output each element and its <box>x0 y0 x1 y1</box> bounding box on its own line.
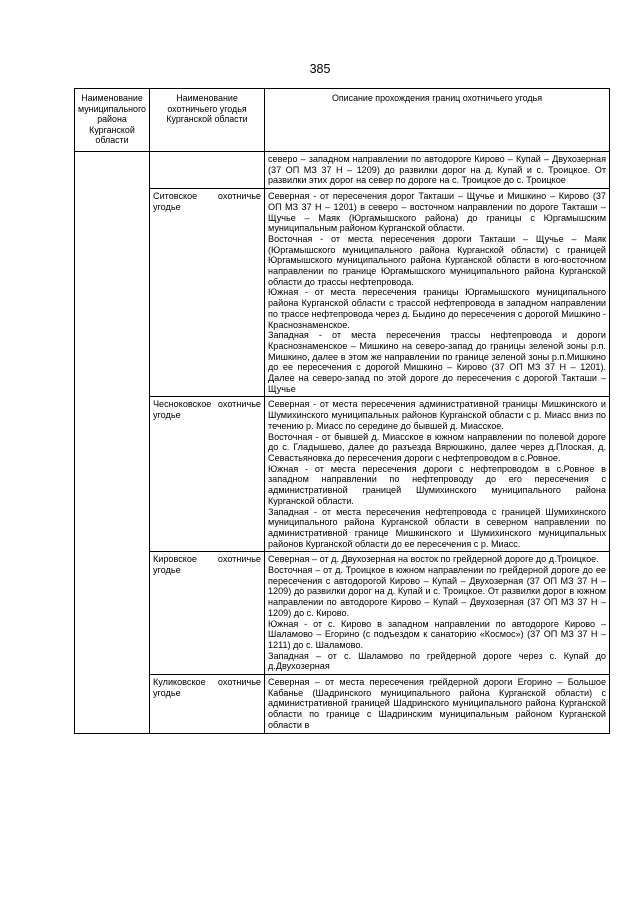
boundary-paragraph: Северная - от места пересечения административной границы Мишкинского и Шумихинского муниципальных районов Курганской области с р. Миасс вниз по течению р. Миасс по середине до бывшей д. Миасское. <box>268 399 606 431</box>
boundary-paragraph: Восточная - от бывшей д. Миасское в южном направлении по полевой дороге до с. Гладышево, далее до разъезда Вярюшкино, далее через д.Плоская, д. Севастьяновка до пересечения дороги с нефтепроводом в с.Ровное. <box>268 431 606 463</box>
boundary-paragraph: Северная – от д. Двухозерная на восток по грейдерной дороге до д.Троицкое. <box>268 554 599 565</box>
boundary-paragraph: Западная - от места пересечения нефтепровода с границей Шумихинского муниципального района Курганской области в северном направлении по административной границе Мишкинского и Шумихинского муниципальных районов Курганской области до ее пересечения с р. Миасс. <box>268 506 606 549</box>
boundary-description <box>265 189 610 397</box>
boundary-paragraph: северо – западном направлении по автодороге Кирово – Купай – Двухозерная (37 ОП МЗ 37 Н – 1209) до развилки дорог на д. Купай и с. Троицкое. От развилки этих дорог на север по дороге на с. Троицкое до с. Троицкое <box>268 154 606 186</box>
boundary-paragraph: Северная – от места пересечения грейдерной дороги Егорино – Большое Кабанье (Шадринского муниципального района Курганской области) с административной границей Шадринского муниципального района Курганской области по границе с Шадринским муниципальным районом Курганской области в <box>268 677 606 730</box>
header-boundary-description: Описание прохождения границ охотничьего угодья <box>265 89 610 152</box>
hunting-ground-name: Куликовское охотничье угодье <box>150 675 265 734</box>
district-cell <box>75 152 150 734</box>
boundary-paragraph: Западная - от места пересечения трассы нефтепровода и дороги Краснознаменское – Мишкино на северо-запад до границы зеленой зоны р.п. Мишкино, далее в этом же направлении по границе зеленой зоны р.п.Мишкино до ее пересечения с дорогой Мишкино – Кирово (37 ОП МЗ 37 Н – 1201). Далее на северо-запад по этой дороге до пересечения с дорогой Такташи – Щучье <box>268 330 606 394</box>
hunting-ground-name <box>150 152 265 189</box>
table-row <box>75 152 610 189</box>
hunting-ground-name: Ситовское охотничье угодье <box>150 189 265 397</box>
boundary-paragraph: Южная - от с. Кирово в западном направлении по автодороге Кирово – Шаламово – Егорино (с подъездом к санаторию «Космос») (37 ОП МЗ 37 Н – 1211) до с. Шаламово. <box>268 618 606 650</box>
boundary-description <box>265 397 610 552</box>
hunting-ground-name: Кировское охотничье угодье <box>150 552 265 675</box>
boundary-paragraph: Северная - от пересечения дорог Такташи – Щучье и Мишкино – Кирово (37 ОП МЗ 37 Н – 1201) в северо – восточном направлении по дороге Такташи – Щучье – Маяк (Юргамышского района) до границы с Юргамышским муниципальным районом Курганской области. <box>268 191 606 234</box>
table-row <box>75 397 610 552</box>
boundary-description <box>265 675 610 734</box>
header-district: Наименование муниципального района Курганской области <box>75 89 150 152</box>
hunting-ground-name: Чесноковское охотничье угодье <box>150 397 265 552</box>
hunting-grounds-table <box>74 88 610 734</box>
boundary-description <box>265 552 610 675</box>
boundary-paragraph: Восточная – от д. Троицкое в южном направлении по грейдерной дороге до ее пересечения с автодорогой Кирово – Купай – Двухозерная (37 ОП МЗ 37 Н – 1209) до развилки дорог на д. Купай и с. Троицкое. От развилки дорог в южном направлении по автодороге Кирово – Купай – Двухозерная (37 ОП МЗ 37 Н – 1209) до с. Кирово. <box>268 565 606 618</box>
boundary-paragraph: Западная – от с. Шаламово по грейдерной дороге через с. Купай до д.Двухозерная <box>268 650 606 672</box>
boundary-description <box>265 152 610 189</box>
table-row <box>75 675 610 734</box>
boundary-paragraph: Восточная - от места пересечения дороги Такташи – Щучье – Маяк (Юргамышского муниципального района Курганской области) с границей Юргамышского муниципального района Курганской области в юго-восточном направлении по границе Юргамышского муниципального района Курганской области до трассы нефтепровода. <box>268 233 606 287</box>
page-number: 385 <box>309 62 331 76</box>
table-row <box>75 552 610 675</box>
table-body <box>75 152 610 734</box>
boundary-paragraph: Южная - от места пересечения границы Юргамышского муниципального района Курганской области с трассой нефтепровода в западном направлении по трассе нефтепровода через д. Быдино до пересечения с дорогой Мишкино - Краснознаменское. <box>268 287 606 330</box>
table-row <box>75 189 610 397</box>
boundary-paragraph: Южная - от места пересечения дороги с нефтепроводом в с.Ровное в западном направлении по нефтепроводу до его пересечения с административной границей Шумихинского муниципального района Курганской области. <box>268 463 606 506</box>
header-hunting-ground: Наименование охотничьего угодья Курганской области <box>150 89 265 152</box>
table-header-row <box>75 89 610 152</box>
